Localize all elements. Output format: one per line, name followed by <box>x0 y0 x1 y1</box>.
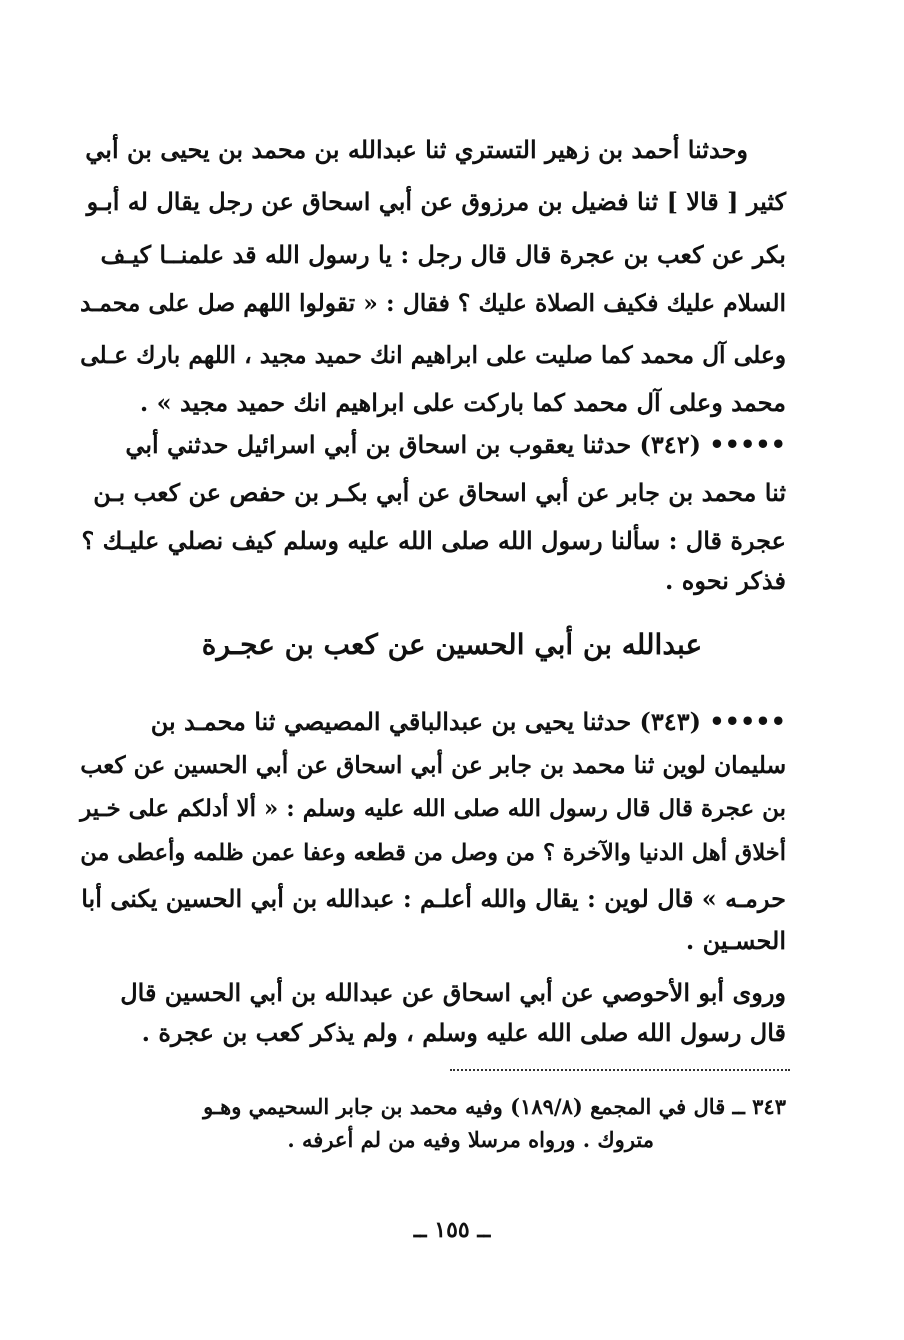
text-line: الحسـين . <box>685 926 786 955</box>
text-line: بكر عن كعب بن عجرة قال قال رجل : يا رسول الله قد علمنــا كيـف <box>100 240 786 269</box>
text-line: ••••• (٣٤٣) حدثنا يحيى بن عبدالباقي المصيصي ثنا محمـد بن <box>150 707 786 736</box>
footnote-line: متروك . ورواه مرسلا وفيه من لم أعرفه . <box>287 1127 654 1152</box>
text-line: سليمان لوين ثنا محمد بن جابر عن أبي اسحاق عن أبي الحسين عن كعب <box>80 751 786 779</box>
text-line: أخلاق أهل الدنيا والآخرة ؟ من وصل من قطعه وعفا عمن ظلمه وأعطى من <box>80 840 786 866</box>
text-line: بن عجرة قال قال رسول الله صلى الله عليه وسلم : « ألا أدلكم على خـير <box>80 795 786 822</box>
text-line: عجرة قال : سألنا رسول الله صلى الله عليه وسلم كيف نصلي عليـك ؟ <box>81 526 786 555</box>
page-number: ــ ١٥٥ ــ <box>413 1217 491 1243</box>
text-line: كثير [ قالا ] ثنا فضيل بن مرزوق عن أبي اسحاق عن رجل يقال له أبـو <box>86 187 786 216</box>
text-line: حرمـه » قال لوين : يقال والله أعلـم : عبدالله بن أبي الحسين يكنى أبا <box>81 884 786 913</box>
text-line: السلام عليك فكيف الصلاة عليك ؟ فقال : « تقولوا اللهم صل على محمـد <box>80 289 786 317</box>
text-line: وعلى آل محمد كما صليت على ابراهيم انك حميد مجيد ، اللهم بارك عـلى <box>80 341 786 369</box>
text-line: ثنا محمد بن جابر عن أبي اسحاق عن أبي بكـر بن حفص عن كعب بـن <box>93 478 786 507</box>
text-line: فذكر نحوه . <box>665 566 786 595</box>
section-heading: عبدالله بن أبي الحسين عن كعب بن عجـرة <box>201 628 703 661</box>
text-line: وحدثنا أحمد بن زهير التستري ثنا عبدالله بن محمد بن يحيى بن أبي <box>85 135 748 164</box>
text-line: محمد وعلى آل محمد كما باركت على ابراهيم انك حميد مجيد » . <box>139 388 786 417</box>
text-line: وروى أبو الأحوصي عن أبي اسحاق عن عبدالله بن أبي الحسين قال <box>120 978 786 1007</box>
footnote-line: ٣٤٣ ــ قال في المجمع (١٨٩/٨) وفيه محمد بن جابر السحيمي وهـو <box>203 1094 786 1119</box>
footnote-separator <box>450 1069 790 1071</box>
text-line: قال رسول الله صلى الله عليه وسلم ، ولم يذكر كعب بن عجرة . <box>141 1018 786 1047</box>
text-line: ••••• (٣٤٢) حدثنا يعقوب بن اسحاق بن أبي اسرائيل حدثني أبي <box>125 430 786 459</box>
